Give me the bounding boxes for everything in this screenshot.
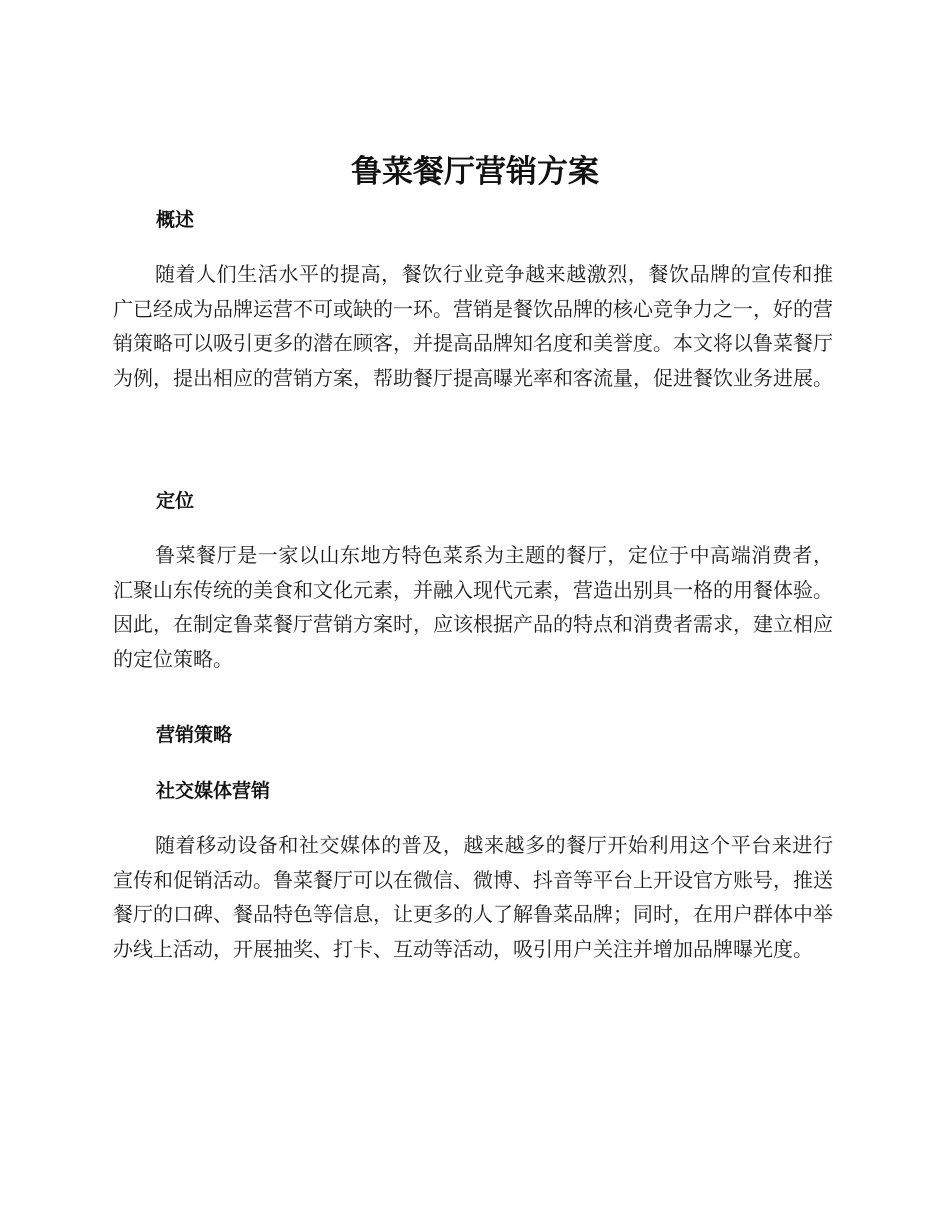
section-paragraph-social-media: 随着移动设备和社交媒体的普及，越来越多的餐厅开始利用这个平台来进行宣传和促销活动。鲁菜餐厅可以在微信、微博、抖音等平台上开设官方账号，推送餐厅的口碑、餐品特色等信息，让更多的人了解鲁菜品牌；同时，在用户群体中举办线上活动，开展抽奖、打卡、互动等活动，吸引用户关注并增加品牌曝光度。 <box>113 833 833 961</box>
section-heading-positioning: 定位 <box>156 490 195 512</box>
section-paragraph-overview: 随着人们生活水平的提高，餐饮行业竞争越来越激烈，餐饮品牌的宣传和推广已经成为品牌运营不可或缺的一环。营销是餐饮品牌的核心竞争力之一，好的营销策略可以吸引更多的潜在顾客，并提高品牌知名度和美誉度。本文将以鲁菜餐厅为例，提出相应的营销方案，帮助餐厅提高曝光率和客流量，促进餐饮业务进展。 <box>113 262 833 390</box>
section-paragraph-positioning: 鲁菜餐厅是一家以山东地方特色菜系为主题的餐厅，定位于中高端消费者，汇聚山东传统的美食和文化元素，并融入现代元素，营造出别具一格的用餐体验。因此，在制定鲁菜餐厅营销方案时，应该根据产品的特点和消费者需求，建立相应的定位策略。 <box>113 543 833 671</box>
document-title: 鲁菜餐厅营销方案 <box>351 154 599 190</box>
section-heading-social-media: 社交媒体营销 <box>156 780 271 802</box>
section-heading-overview: 概述 <box>156 209 195 231</box>
section-heading-marketing-strategy: 营销策略 <box>156 724 233 746</box>
